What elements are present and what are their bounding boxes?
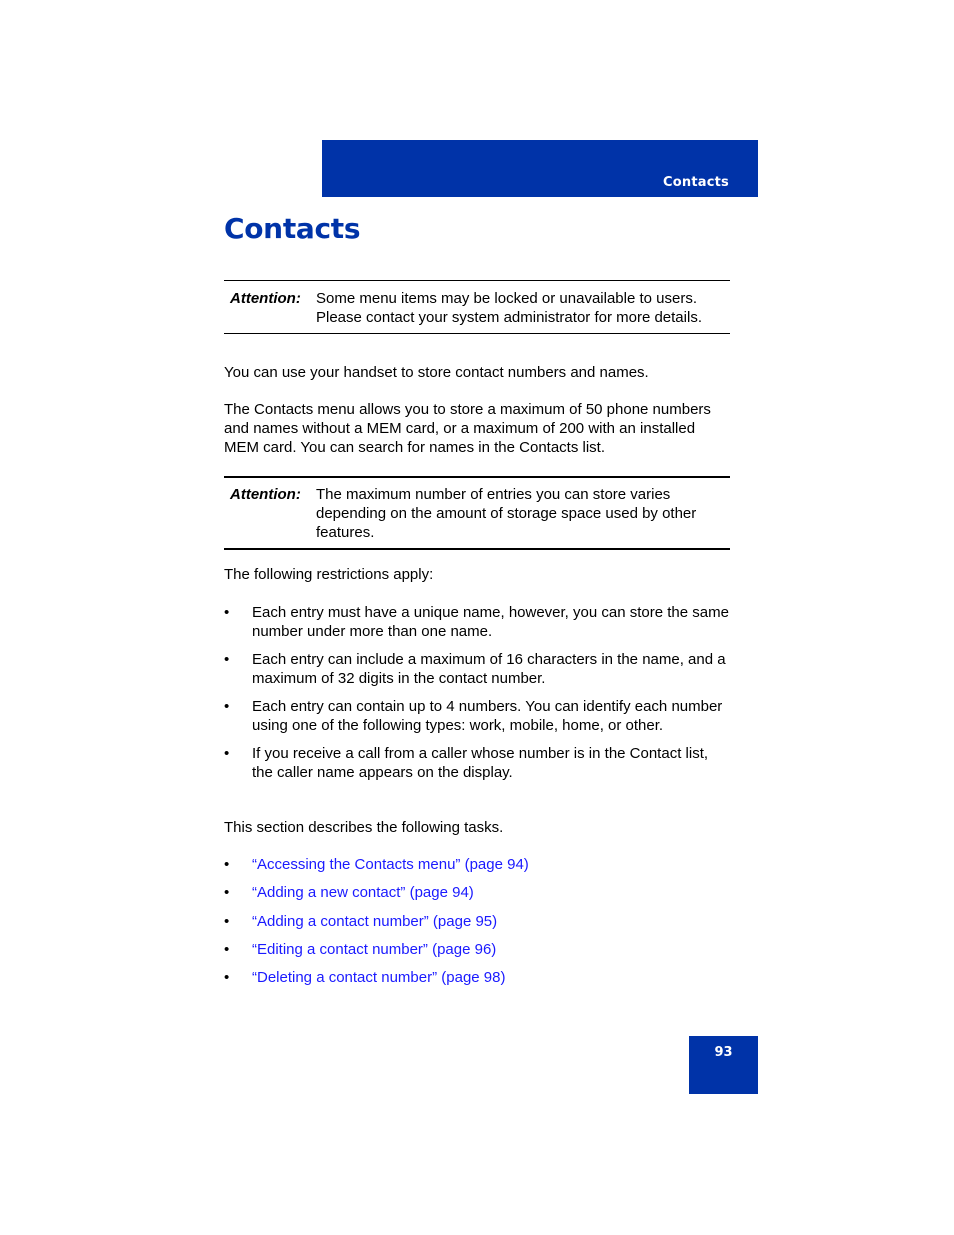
tasks-list xyxy=(224,855,730,996)
page-number: 93 xyxy=(714,1045,733,1060)
task-link-editing-contact-number[interactable]: “Editing a contact number” (page 96) xyxy=(252,940,497,958)
bullet-icon: • xyxy=(224,940,230,958)
list-item xyxy=(224,855,730,874)
list-item-text: If you receive a call from a caller whose number is in the Contact list, the caller name appears on the display. xyxy=(252,745,709,781)
list-item-text: Each entry can contain up to 4 numbers. You can identify each number using one of the following types: work, mobile, home, or other. xyxy=(252,698,723,734)
attention-label: Attention: xyxy=(230,290,301,307)
task-link-adding-contact-number[interactable]: “Adding a contact number” (page 95) xyxy=(252,912,498,930)
bullet-icon: • xyxy=(224,745,230,762)
page-title: Contacts xyxy=(224,212,361,245)
capacity-paragraph: The Contacts menu allows you to store a maximum of 50 phone numbers and names without a MEM card, or a maximum of 200 with an installed MEM card. You can search for names in the Contacts list. xyxy=(224,401,711,456)
attention-text-line: Some menu items may be locked or unavailable to users. xyxy=(316,290,698,307)
tasks-intro: This section describes the following tasks. xyxy=(224,819,504,836)
attention-box xyxy=(224,476,730,550)
list-item xyxy=(224,968,730,987)
restrictions-intro: The following restrictions apply: xyxy=(224,566,434,583)
list-item xyxy=(224,940,730,959)
restrictions-list xyxy=(224,603,730,791)
list-item-text: Each entry must have a unique name, however, you can store the same number under more than one name. xyxy=(252,604,729,640)
bullet-icon: • xyxy=(224,969,230,987)
header-band xyxy=(322,140,758,197)
intro-paragraph: You can use your handset to store contact numbers and names. xyxy=(224,364,649,381)
page-number-box xyxy=(689,1036,758,1094)
attention-label: Attention: xyxy=(230,486,301,503)
attention-text xyxy=(316,289,730,327)
attention-box xyxy=(224,280,730,334)
list-item xyxy=(224,603,730,641)
attention-text-line: Please contact your system administrator for more details. xyxy=(316,309,702,326)
attention-text: The maximum number of entries you can store varies depending on the amount of storage space used by other features. xyxy=(316,486,697,541)
bullet-icon: • xyxy=(224,856,230,873)
bullet-icon: • xyxy=(224,651,230,668)
task-link-adding-new-contact[interactable]: “Adding a new contact” (page 94) xyxy=(252,884,474,902)
bullet-icon: • xyxy=(224,604,230,621)
list-item xyxy=(224,883,730,902)
bullet-icon: • xyxy=(224,884,230,902)
bullet-icon: • xyxy=(224,912,230,930)
list-item-text: Each entry can include a maximum of 16 characters in the name, and a maximum of 32 digits in the contact number. xyxy=(252,651,726,687)
task-link-accessing-contacts-menu[interactable]: “Accessing the Contacts menu” (page 94) xyxy=(252,856,529,873)
task-link-deleting-contact-number[interactable]: “Deleting a contact number” (page 98) xyxy=(252,969,506,987)
header-section-label: Contacts xyxy=(663,175,729,190)
list-item xyxy=(224,912,730,931)
list-item xyxy=(224,650,730,688)
list-item xyxy=(224,697,730,735)
list-item xyxy=(224,744,730,782)
bullet-icon: • xyxy=(224,698,230,715)
